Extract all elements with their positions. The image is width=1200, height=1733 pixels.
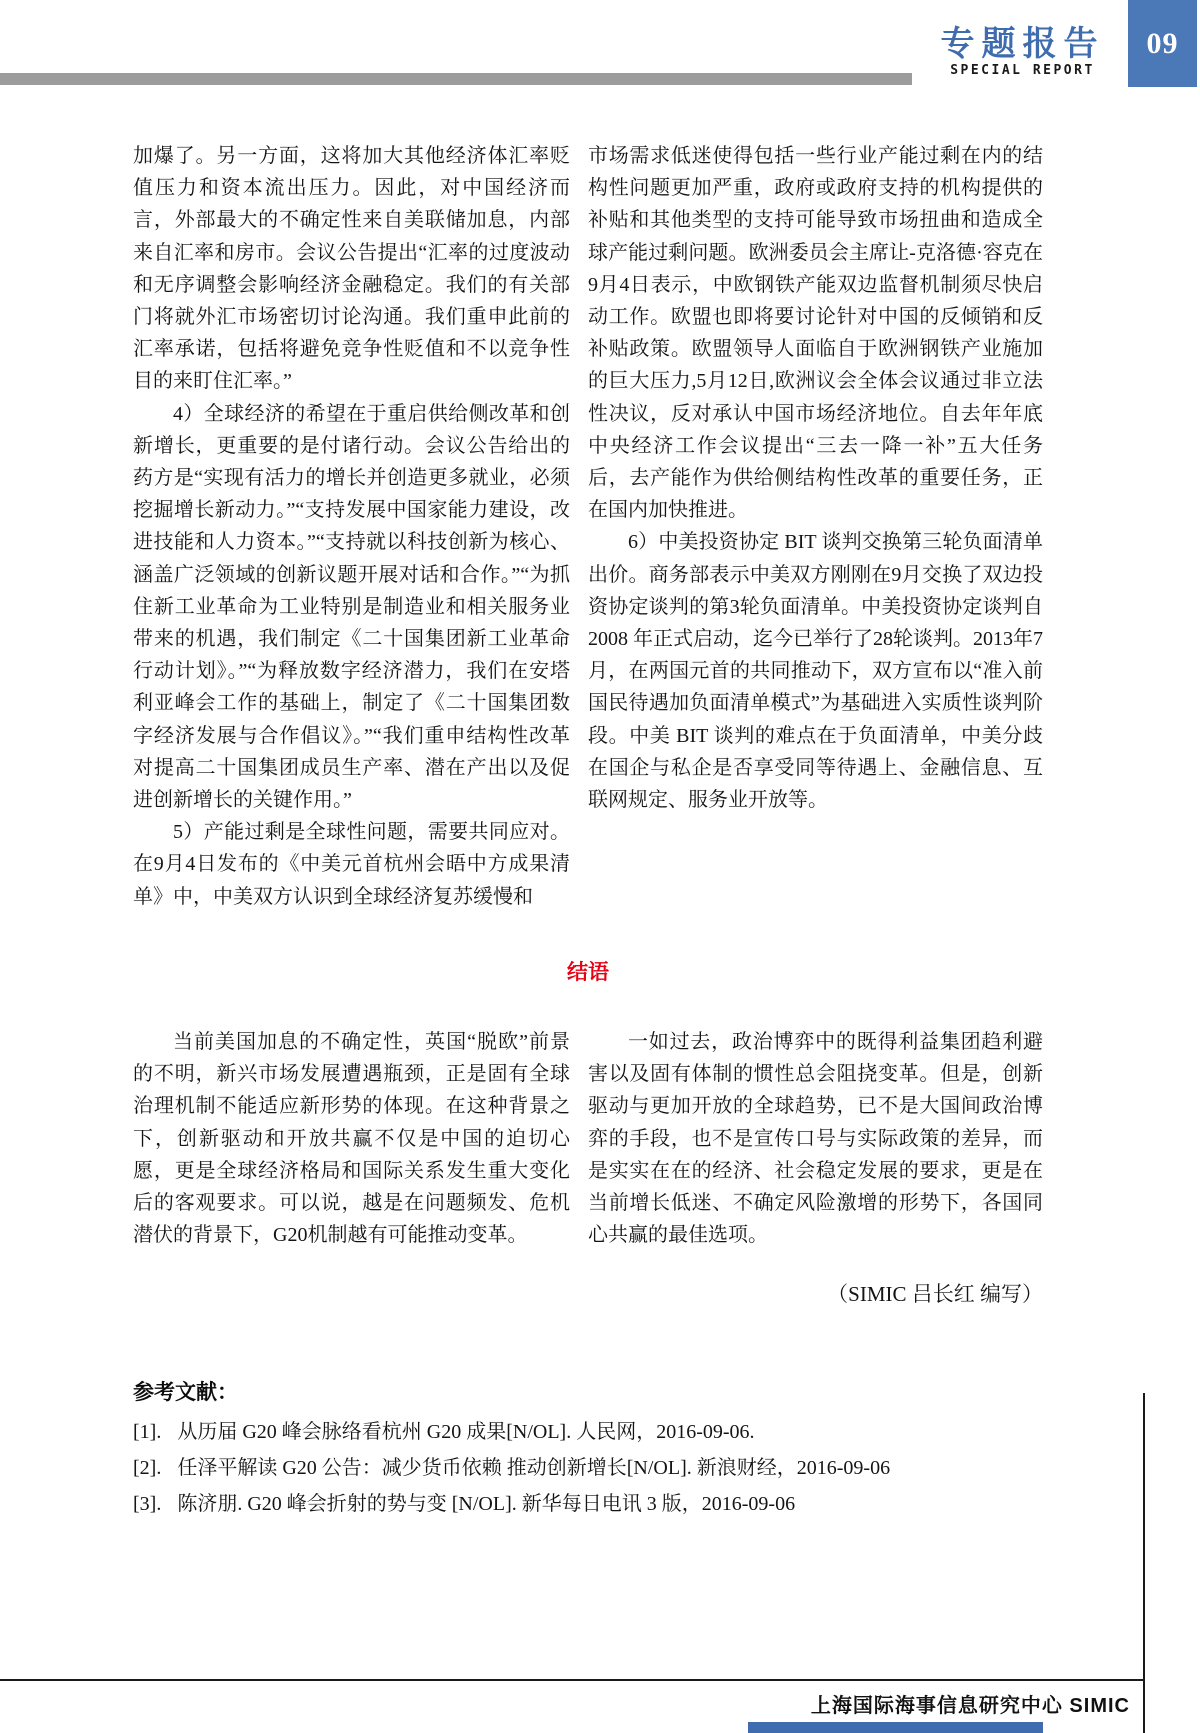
footer-horizontal-rule (0, 1679, 1143, 1681)
footer-organization: 上海国际海事信息研究中心 SIMIC (810, 1695, 1130, 1717)
paragraph: 5）产能过剩是全球性问题，需要共同应对。在9月4日发布的《中美元首杭州会晤中方成果清单》中，中美双方认识到全球经济复苏缓慢和 (133, 821, 570, 908)
reference-label: [3]. (133, 1493, 162, 1515)
reference-item (133, 1456, 1043, 1480)
reference-text: 从历届 G20 峰会脉络看杭州 G20 成果[N/OL]. 人民网，2016-09-06. (177, 1421, 755, 1443)
header-gray-divider (0, 73, 912, 85)
reference-label: [1]. (133, 1421, 162, 1443)
conclusion-heading: 结语 (567, 961, 609, 984)
paragraph: 市场需求低迷使得包括一些行业产能过剩在内的结构性问题更加严重，政府或政府支持的机构提供的补贴和其他类型的支持可能导致市场扭曲和造成全球产能过剩问题。欧洲委员会主席让-克洛德·容克在9月4日表示，中欧钢铁产能双边监督机制须尽快启动工作。欧盟也即将要讨论针对中国的反倾销和反补贴政策。欧盟领导人面临自于欧洲钢铁产业施加的巨大压力,5月12日,欧洲议会全体会议通过非立法性决议，反对承认中国市场经济地位。自去年年底中央经济工作会议提出“三去一降一补”五大任务后，去产能作为供给侧结构性改革的重要任务，正在国内加快推进。 (588, 145, 1043, 522)
references-heading: 参考文献： (133, 1381, 238, 1404)
conclusion-column-left (133, 1026, 570, 1251)
reference-item (133, 1420, 1043, 1444)
page-subtitle: SPECIAL REPORT (950, 63, 1095, 78)
conclusion-column-right (588, 1026, 1043, 1251)
reference-label: [2]. (133, 1457, 162, 1479)
paragraph: 一如过去，政治博弈中的既得利益集团趋利避害以及固有体制的惯性总会阻挠变革。但是，创新驱动与更加开放的全球趋势，已不是大国间政治博弈的手段，也不是宣传口号与实际政策的差异，而是实实在在的经济、社会稳定发展的要求，更是在当前增长低迷、不确定风险激增的形势下，各国同心共赢的最佳选项。 (588, 1031, 1043, 1247)
page-title: 专题报告 (940, 25, 1105, 63)
paragraph: 加爆了。另一方面，这将加大其他经济体汇率贬值压力和资本流出压力。因此，对中国经济而言，外部最大的不确定性来自美联储加息，内部来自汇率和房市。会议公告提出“汇率的过度波动和无序调整会影响经济金融稳定。我们的有关部门将就外汇市场密切讨论沟通。我们重申此前的汇率承诺，包括将避免竞争性贬值和不以竞争性目的来盯住汇率。” (133, 145, 570, 393)
body-column-left (133, 140, 570, 913)
paragraph: 6）中美投资协定 BIT 谈判交换第三轮负面清单出价。商务部表示中美双方刚刚在9月交换了双边投资协定谈判的第3轮负面清单。中美投资协定谈判自 2008 年正式启动，迄今已举行了28轮谈判。2013年7月，在两国元首的共同推动下，双方宣布以“准入前国民待遇加负面清单模式”为基础进入实质性谈判阶段。中美 BIT 谈判的难点在于负面清单，中美分歧在国企与私企是否享受同等待遇上、金融信息、互联网规定、服务业开放等。 (588, 531, 1043, 812)
page-number-box (1128, 0, 1197, 87)
paragraph: 当前美国加息的不确定性，英国“脱欧”前景的不明，新兴市场发展遭遇瓶颈，正是固有全球治理机制不能适应新形势的体现。在这种背景之下，创新驱动和开放共赢不仅是中国的迫切心愿，更是全球经济格局和国际关系发生重大变化后的客观要求。可以说，越是在问题频发、危机潜伏的背景下，G20机制越有可能推动变革。 (133, 1031, 570, 1247)
references-section (133, 1376, 1043, 1528)
page-number: 09 (1146, 26, 1179, 60)
reference-item (133, 1492, 1043, 1516)
footer-accent-bar (748, 1722, 1043, 1733)
author-byline: （SIMIC 吕长红 编写） (827, 1282, 1043, 1306)
body-column-right (588, 140, 1043, 816)
footer-vertical-rule (1143, 1393, 1145, 1733)
reference-text: 任泽平解读 G20 公告：减少货币依赖 推动创新增长[N/OL]. 新浪财经，2016-09-06 (177, 1457, 891, 1479)
paragraph: 4）全球经济的希望在于重启供给侧改革和创新增长，更重要的是付诸行动。会议公告给出的药方是“实现有活力的增长并创造更多就业，必须挖掘增长新动力。”“支持发展中国家能力建设，改进技能和人力资本。”“支持就以科技创新为核心、涵盖广泛领域的创新议题开展对话和合作。”“为抓住新工业革命为工业特别是制造业和相关服务业带来的机遇，我们制定《二十国集团新工业革命行动计划》。”“为释放数字经济潜力，我们在安塔利亚峰会工作的基础上，制定了《二十国集团数字经济发展与合作倡议》。”“我们重申结构性改革对提高二十国集团成员生产率、潜在产出以及促进创新增长的关键作用。” (133, 402, 570, 812)
reference-text: 陈济朋. G20 峰会折射的势与变 [N/OL]. 新华每日电讯 3 版，2016-09-06 (177, 1493, 796, 1515)
